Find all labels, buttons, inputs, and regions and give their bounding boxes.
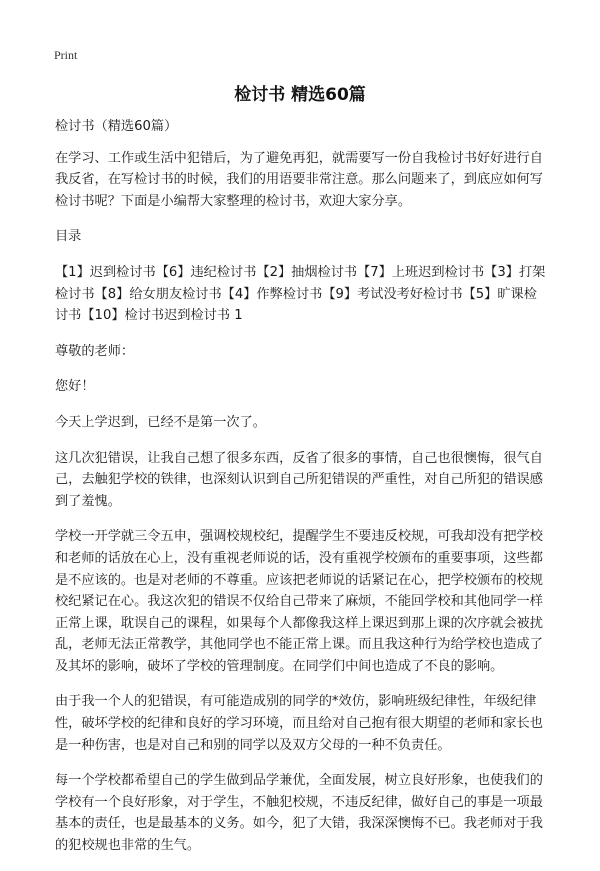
body-paragraph: 每一个学校都希望自己的学生做到品学兼优，全面发展，树立良好形象，也使我们的学校有一个良好形象，对于学生，不触犯校规，不违反纪律，做好自己的事是一项最基本的责任，也是最基本的义务。如今，犯了大错，我深深懊悔不已。我老师对于我的犯校规也非常的生气。 [55,773,543,854]
document-title: 检讨书 精选60篇 [234,85,366,105]
greeting: 您好！ [55,379,95,395]
print-label: Print [54,48,78,62]
body-paragraph: 这几次犯错误，让我自己想了很多东西，反省了很多的事情，自己也很懊悔，很气自己，去触犯学校的铁律，也深刻认识到自己所犯错误的严重性，对自己所犯的错误感到了羞愧。 [55,450,543,509]
toc-list: 【1】迟到检讨书【6】违纪检讨书【2】抽烟检讨书【7】上班迟到检讨书【3】打架检讨书【8】给女朋友检讨书【4】作弊检讨书【9】考试没考好检讨书【5】旷课检讨书【10】检讨书迟到检讨书 1 [55,264,546,324]
document-body [55,116,547,871]
body-paragraph: 今天上学迟到，已经不是第一次了。 [55,414,266,430]
toc-heading: 目录 [55,229,82,245]
body-paragraph: 学校一开学就三令五申，强调校规校纪，提醒学生不要违反校规，可我却没有把学校和老师的话放在心上，没有重视老师说的话，没有重视学校颁布的重要事项，这些都是不应该的。也是对老师的不尊重。应该把老师说的话紧记在心，把学校颁布的校规校纪紧记在心。我这次犯的错误不仅给自己带来了麻烦，不能回学校和其他同学一样正常上课，耽误自己的课程，如果每个人都像我这样上课迟到那上课的次序就会被扰乱，老师无法正常教学，其他同学也不能正常上课。而且我这种行为给学校也造成了及其坏的影响，破坏了学校的管理制度。在同学们中间也造成了不良的影响。 [55,529,543,674]
intro-paragraph: 在学习、工作或生活中犯错后，为了避免再犯，就需要写一份自我检讨书好好进行自我反省，在写检讨书的时候，我们的用语要非常注意。那么问题来了，到底应如何写检讨书呢？下面是小编帮大家整理的检讨书，欢迎大家分享。 [55,150,543,209]
body-paragraph: 由于我一个人的犯错误，有可能造成别的同学的*效仿，影响班级纪律性，年级纪律性，破坏学校的纪律和良好的学习环境，而且给对自己抱有很大期望的老师和家长也是一种伤害，也是对自己和别的同学以及双方父母的一种不负责任。 [55,694,543,753]
document-subtitle: 检讨书（精选60篇） [55,119,178,134]
salutation: 尊敬的老师： [55,343,135,359]
